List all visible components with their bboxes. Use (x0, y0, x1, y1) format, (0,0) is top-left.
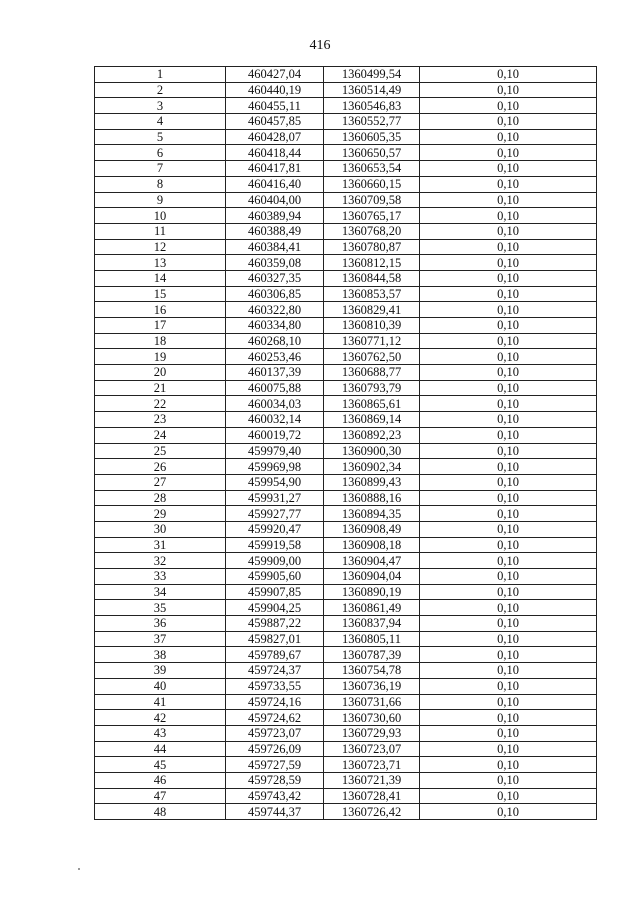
y-coordinate-cell: 1360552,77 (324, 114, 420, 130)
point-number-cell: 48 (95, 804, 226, 820)
y-coordinate-cell: 1360726,42 (324, 804, 420, 820)
accuracy-cell: 0,10 (420, 318, 597, 334)
y-coordinate-cell: 1360754,78 (324, 663, 420, 679)
point-number-cell: 42 (95, 710, 226, 726)
y-coordinate-cell: 1360902,34 (324, 459, 420, 475)
y-coordinate-cell: 1360853,57 (324, 286, 420, 302)
x-coordinate-cell: 459954,90 (226, 474, 324, 490)
accuracy-cell: 0,10 (420, 506, 597, 522)
y-coordinate-cell: 1360869,14 (324, 412, 420, 428)
x-coordinate-cell: 460384,41 (226, 239, 324, 255)
y-coordinate-cell: 1360812,15 (324, 255, 420, 271)
point-number-cell: 40 (95, 678, 226, 694)
point-number-cell: 46 (95, 772, 226, 788)
accuracy-cell: 0,10 (420, 741, 597, 757)
point-number-cell: 22 (95, 396, 226, 412)
accuracy-cell: 0,10 (420, 161, 597, 177)
table-row (95, 412, 597, 428)
x-coordinate-cell: 460019,72 (226, 427, 324, 443)
point-number-cell: 23 (95, 412, 226, 428)
y-coordinate-cell: 1360908,49 (324, 521, 420, 537)
point-number-cell: 15 (95, 286, 226, 302)
accuracy-cell: 0,10 (420, 631, 597, 647)
x-coordinate-cell: 460417,81 (226, 161, 324, 177)
y-coordinate-cell: 1360888,16 (324, 490, 420, 506)
x-coordinate-cell: 459744,37 (226, 804, 324, 820)
table-row (95, 145, 597, 161)
x-coordinate-cell: 460418,44 (226, 145, 324, 161)
x-coordinate-cell: 460428,07 (226, 129, 324, 145)
point-number-cell: 2 (95, 82, 226, 98)
accuracy-cell: 0,10 (420, 302, 597, 318)
accuracy-cell: 0,10 (420, 757, 597, 773)
y-coordinate-cell: 1360660,15 (324, 176, 420, 192)
y-coordinate-cell: 1360810,39 (324, 318, 420, 334)
table-row (95, 788, 597, 804)
x-coordinate-cell: 460388,49 (226, 223, 324, 239)
y-coordinate-cell: 1360728,41 (324, 788, 420, 804)
y-coordinate-cell: 1360768,20 (324, 223, 420, 239)
table-row (95, 804, 597, 820)
accuracy-cell: 0,10 (420, 804, 597, 820)
table-row (95, 427, 597, 443)
x-coordinate-cell: 460322,80 (226, 302, 324, 318)
accuracy-cell: 0,10 (420, 145, 597, 161)
table-row (95, 678, 597, 694)
x-coordinate-cell: 459927,77 (226, 506, 324, 522)
point-number-cell: 27 (95, 474, 226, 490)
table-row (95, 490, 597, 506)
x-coordinate-cell: 460032,14 (226, 412, 324, 428)
accuracy-cell: 0,10 (420, 663, 597, 679)
accuracy-cell: 0,10 (420, 349, 597, 365)
point-number-cell: 10 (95, 208, 226, 224)
x-coordinate-cell: 459789,67 (226, 647, 324, 663)
x-coordinate-cell: 459904,25 (226, 600, 324, 616)
accuracy-cell: 0,10 (420, 333, 597, 349)
accuracy-cell: 0,10 (420, 490, 597, 506)
point-number-cell: 8 (95, 176, 226, 192)
table-row (95, 772, 597, 788)
y-coordinate-cell: 1360650,57 (324, 145, 420, 161)
x-coordinate-cell: 459827,01 (226, 631, 324, 647)
x-coordinate-cell: 460075,88 (226, 380, 324, 396)
point-number-cell: 9 (95, 192, 226, 208)
x-coordinate-cell: 460457,85 (226, 114, 324, 130)
accuracy-cell: 0,10 (420, 208, 597, 224)
table-row (95, 553, 597, 569)
y-coordinate-cell: 1360837,94 (324, 616, 420, 632)
table-row (95, 474, 597, 490)
accuracy-cell: 0,10 (420, 584, 597, 600)
point-number-cell: 24 (95, 427, 226, 443)
y-coordinate-cell: 1360762,50 (324, 349, 420, 365)
y-coordinate-cell: 1360771,12 (324, 333, 420, 349)
x-coordinate-cell: 460306,85 (226, 286, 324, 302)
point-number-cell: 36 (95, 616, 226, 632)
x-coordinate-cell: 459905,60 (226, 569, 324, 585)
y-coordinate-cell: 1360865,61 (324, 396, 420, 412)
accuracy-cell: 0,10 (420, 270, 597, 286)
point-number-cell: 21 (95, 380, 226, 396)
table-row (95, 725, 597, 741)
accuracy-cell: 0,10 (420, 239, 597, 255)
y-coordinate-cell: 1360546,83 (324, 98, 420, 114)
table-row (95, 616, 597, 632)
point-number-cell: 16 (95, 302, 226, 318)
accuracy-cell: 0,10 (420, 98, 597, 114)
point-number-cell: 4 (95, 114, 226, 130)
page-number: 416 (309, 38, 331, 53)
point-number-cell: 7 (95, 161, 226, 177)
y-coordinate-cell: 1360829,41 (324, 302, 420, 318)
x-coordinate-cell: 460359,08 (226, 255, 324, 271)
x-coordinate-cell: 459726,09 (226, 741, 324, 757)
coordinates-table-body (95, 67, 597, 820)
accuracy-cell: 0,10 (420, 694, 597, 710)
accuracy-cell: 0,10 (420, 114, 597, 130)
accuracy-cell: 0,10 (420, 176, 597, 192)
y-coordinate-cell: 1360605,35 (324, 129, 420, 145)
point-number-cell: 28 (95, 490, 226, 506)
y-coordinate-cell: 1360904,04 (324, 569, 420, 585)
accuracy-cell: 0,10 (420, 286, 597, 302)
x-coordinate-cell: 459723,07 (226, 725, 324, 741)
table-row (95, 349, 597, 365)
y-coordinate-cell: 1360787,39 (324, 647, 420, 663)
y-coordinate-cell: 1360900,30 (324, 443, 420, 459)
point-number-cell: 31 (95, 537, 226, 553)
point-number-cell: 11 (95, 223, 226, 239)
point-number-cell: 25 (95, 443, 226, 459)
accuracy-cell: 0,10 (420, 788, 597, 804)
point-number-cell: 19 (95, 349, 226, 365)
table-row (95, 396, 597, 412)
table-row (95, 443, 597, 459)
point-number-cell: 5 (95, 129, 226, 145)
x-coordinate-cell: 459724,16 (226, 694, 324, 710)
point-number-cell: 33 (95, 569, 226, 585)
accuracy-cell: 0,10 (420, 443, 597, 459)
accuracy-cell: 0,10 (420, 255, 597, 271)
table-row (95, 318, 597, 334)
y-coordinate-cell: 1360729,93 (324, 725, 420, 741)
table-row (95, 192, 597, 208)
y-coordinate-cell: 1360731,66 (324, 694, 420, 710)
x-coordinate-cell: 459909,00 (226, 553, 324, 569)
table-row (95, 584, 597, 600)
x-coordinate-cell: 459969,98 (226, 459, 324, 475)
point-number-cell: 29 (95, 506, 226, 522)
point-number-cell: 47 (95, 788, 226, 804)
table-row (95, 741, 597, 757)
y-coordinate-cell: 1360688,77 (324, 365, 420, 381)
point-number-cell: 44 (95, 741, 226, 757)
point-number-cell: 6 (95, 145, 226, 161)
y-coordinate-cell: 1360899,43 (324, 474, 420, 490)
y-coordinate-cell: 1360908,18 (324, 537, 420, 553)
accuracy-cell: 0,10 (420, 569, 597, 585)
y-coordinate-cell: 1360723,71 (324, 757, 420, 773)
point-number-cell: 35 (95, 600, 226, 616)
table-row (95, 380, 597, 396)
x-coordinate-cell: 460334,80 (226, 318, 324, 334)
table-row (95, 757, 597, 773)
accuracy-cell: 0,10 (420, 725, 597, 741)
x-coordinate-cell: 459733,55 (226, 678, 324, 694)
accuracy-cell: 0,10 (420, 772, 597, 788)
accuracy-cell: 0,10 (420, 396, 597, 412)
x-coordinate-cell: 459979,40 (226, 443, 324, 459)
accuracy-cell: 0,10 (420, 678, 597, 694)
table-row (95, 631, 597, 647)
point-number-cell: 14 (95, 270, 226, 286)
x-coordinate-cell: 459727,59 (226, 757, 324, 773)
table-row (95, 459, 597, 475)
y-coordinate-cell: 1360709,58 (324, 192, 420, 208)
table-row (95, 600, 597, 616)
table-row (95, 67, 597, 83)
x-coordinate-cell: 460416,40 (226, 176, 324, 192)
table-row (95, 223, 597, 239)
point-number-cell: 38 (95, 647, 226, 663)
y-coordinate-cell: 1360890,19 (324, 584, 420, 600)
accuracy-cell: 0,10 (420, 192, 597, 208)
point-number-cell: 41 (95, 694, 226, 710)
accuracy-cell: 0,10 (420, 129, 597, 145)
point-number-cell: 17 (95, 318, 226, 334)
table-row (95, 537, 597, 553)
y-coordinate-cell: 1360730,60 (324, 710, 420, 726)
x-coordinate-cell: 459907,85 (226, 584, 324, 600)
x-coordinate-cell: 460404,00 (226, 192, 324, 208)
table-row (95, 114, 597, 130)
x-coordinate-cell: 459743,42 (226, 788, 324, 804)
accuracy-cell: 0,10 (420, 521, 597, 537)
y-coordinate-cell: 1360780,87 (324, 239, 420, 255)
x-coordinate-cell: 460137,39 (226, 365, 324, 381)
table-row (95, 82, 597, 98)
point-number-cell: 12 (95, 239, 226, 255)
point-number-cell: 43 (95, 725, 226, 741)
y-coordinate-cell: 1360765,17 (324, 208, 420, 224)
accuracy-cell: 0,10 (420, 365, 597, 381)
table-row (95, 270, 597, 286)
point-number-cell: 30 (95, 521, 226, 537)
table-row (95, 506, 597, 522)
x-coordinate-cell: 460327,35 (226, 270, 324, 286)
point-number-cell: 3 (95, 98, 226, 114)
y-coordinate-cell: 1360653,54 (324, 161, 420, 177)
y-coordinate-cell: 1360861,49 (324, 600, 420, 616)
point-number-cell: 32 (95, 553, 226, 569)
accuracy-cell: 0,10 (420, 223, 597, 239)
accuracy-cell: 0,10 (420, 380, 597, 396)
point-number-cell: 34 (95, 584, 226, 600)
table-row (95, 208, 597, 224)
point-number-cell: 39 (95, 663, 226, 679)
y-coordinate-cell: 1360721,39 (324, 772, 420, 788)
y-coordinate-cell: 1360723,07 (324, 741, 420, 757)
table-row (95, 710, 597, 726)
accuracy-cell: 0,10 (420, 82, 597, 98)
y-coordinate-cell: 1360514,49 (324, 82, 420, 98)
accuracy-cell: 0,10 (420, 459, 597, 475)
x-coordinate-cell: 460253,46 (226, 349, 324, 365)
table-row (95, 694, 597, 710)
table-row (95, 333, 597, 349)
coordinates-table (94, 66, 597, 820)
point-number-cell: 20 (95, 365, 226, 381)
accuracy-cell: 0,10 (420, 710, 597, 726)
table-row (95, 365, 597, 381)
point-number-cell: 18 (95, 333, 226, 349)
accuracy-cell: 0,10 (420, 616, 597, 632)
accuracy-cell: 0,10 (420, 67, 597, 83)
x-coordinate-cell: 459919,58 (226, 537, 324, 553)
y-coordinate-cell: 1360793,79 (324, 380, 420, 396)
x-coordinate-cell: 459724,62 (226, 710, 324, 726)
x-coordinate-cell: 460440,19 (226, 82, 324, 98)
point-number-cell: 13 (95, 255, 226, 271)
x-coordinate-cell: 459887,22 (226, 616, 324, 632)
x-coordinate-cell: 460389,94 (226, 208, 324, 224)
x-coordinate-cell: 459728,59 (226, 772, 324, 788)
x-coordinate-cell: 459920,47 (226, 521, 324, 537)
accuracy-cell: 0,10 (420, 412, 597, 428)
table-row (95, 286, 597, 302)
x-coordinate-cell: 460034,03 (226, 396, 324, 412)
scan-speck (78, 868, 80, 870)
y-coordinate-cell: 1360805,11 (324, 631, 420, 647)
table-row (95, 176, 597, 192)
x-coordinate-cell: 459931,27 (226, 490, 324, 506)
y-coordinate-cell: 1360844,58 (324, 270, 420, 286)
table-row (95, 129, 597, 145)
point-number-cell: 37 (95, 631, 226, 647)
table-row (95, 255, 597, 271)
y-coordinate-cell: 1360892,23 (324, 427, 420, 443)
accuracy-cell: 0,10 (420, 474, 597, 490)
accuracy-cell: 0,10 (420, 537, 597, 553)
point-number-cell: 45 (95, 757, 226, 773)
x-coordinate-cell: 459724,37 (226, 663, 324, 679)
table-row (95, 663, 597, 679)
table-row (95, 239, 597, 255)
accuracy-cell: 0,10 (420, 427, 597, 443)
accuracy-cell: 0,10 (420, 553, 597, 569)
y-coordinate-cell: 1360499,54 (324, 67, 420, 83)
table-row (95, 521, 597, 537)
x-coordinate-cell: 460427,04 (226, 67, 324, 83)
table-row (95, 647, 597, 663)
y-coordinate-cell: 1360736,19 (324, 678, 420, 694)
point-number-cell: 26 (95, 459, 226, 475)
x-coordinate-cell: 460455,11 (226, 98, 324, 114)
table-row (95, 161, 597, 177)
x-coordinate-cell: 460268,10 (226, 333, 324, 349)
y-coordinate-cell: 1360904,47 (324, 553, 420, 569)
table-row (95, 302, 597, 318)
accuracy-cell: 0,10 (420, 600, 597, 616)
table-row (95, 98, 597, 114)
y-coordinate-cell: 1360894,35 (324, 506, 420, 522)
accuracy-cell: 0,10 (420, 647, 597, 663)
point-number-cell: 1 (95, 67, 226, 83)
table-row (95, 569, 597, 585)
